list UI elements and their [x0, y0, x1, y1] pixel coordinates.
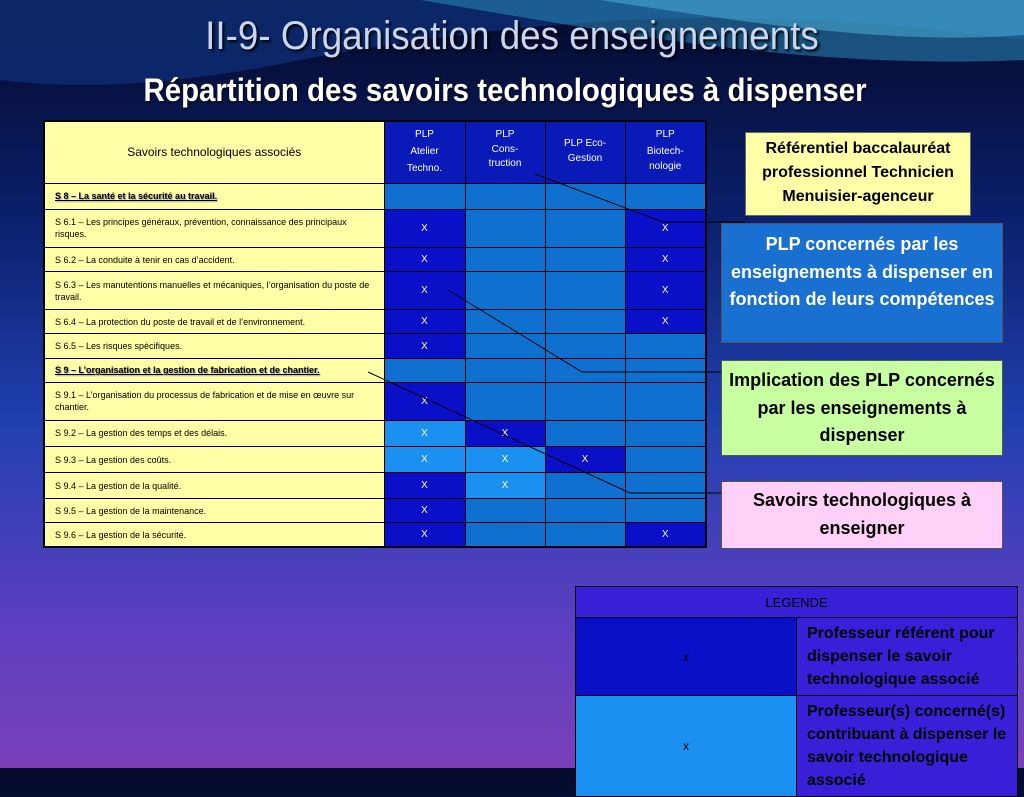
table-cell: [545, 248, 625, 272]
table-cell: [384, 358, 465, 382]
table-cell: [545, 209, 625, 247]
table-cell: [545, 499, 625, 523]
table-cell: X: [384, 209, 465, 247]
header-plp-biotechnologie: PLP Biotech- nologie: [625, 121, 706, 183]
legend-table: [575, 586, 1018, 797]
table-cell: X: [545, 446, 625, 472]
callout-savoirs: Savoirs technologiques à enseigner: [721, 481, 1003, 549]
savoir-label: S 9.4 – La gestion de la qualité.: [44, 473, 384, 499]
table-header-row: [44, 121, 706, 183]
table-row: [44, 183, 706, 209]
legend-title: LEGENDE: [576, 587, 1018, 618]
savoir-label: S 9.5 – La gestion de la maintenance.: [44, 499, 384, 523]
table-row: [44, 310, 706, 334]
section-label: S 9 – L’organisation et la gestion de fabrication et de chantier.: [44, 358, 384, 382]
legend-referent-swatch: x: [576, 618, 797, 696]
table-row: [44, 209, 706, 247]
savoir-label: S 6.5 – Les risques spécifiques.: [44, 334, 384, 358]
table-cell: [465, 272, 545, 310]
table-cell: [465, 523, 545, 547]
table-row: [44, 358, 706, 382]
table-cell: [545, 382, 625, 420]
legend-contributor-swatch: x: [576, 696, 797, 797]
savoirs-table: [43, 120, 707, 548]
table-cell: [465, 499, 545, 523]
table-cell: [545, 272, 625, 310]
savoir-label: S 9.6 – La gestion de la sécurité.: [44, 523, 384, 547]
table-cell: [625, 382, 706, 420]
table-cell: X: [384, 248, 465, 272]
callout-referentiel: Référentiel baccalauréat professionnel Technicien Menuisier-agenceur: [745, 132, 971, 216]
table-cell: X: [384, 272, 465, 310]
table-row: [44, 446, 706, 472]
table-cell: [625, 183, 706, 209]
table-cell: X: [625, 209, 706, 247]
table-row: [44, 523, 706, 547]
table-row: [44, 272, 706, 310]
table-row: [44, 382, 706, 420]
savoir-label: S 6.2 – La conduite à tenir en cas d’accident.: [44, 248, 384, 272]
table-cell: X: [465, 473, 545, 499]
table-cell: [545, 334, 625, 358]
table-cell: [545, 473, 625, 499]
table-cell: [545, 358, 625, 382]
savoir-label: S 6.4 – La protection du poste de travail et de l’environnement.: [44, 310, 384, 334]
savoir-label: S 6.3 – Les manutentions manuelles et mécaniques, l’organisation du poste de travail.: [44, 272, 384, 310]
table-cell: X: [465, 446, 545, 472]
table-cell: [384, 183, 465, 209]
table-cell: X: [384, 523, 465, 547]
savoir-label: S 9.1 – L’organisation du processus de fabrication et de mise en œuvre sur chantier.: [44, 382, 384, 420]
table-row: [44, 473, 706, 499]
table-cell: [625, 473, 706, 499]
table-row: [44, 420, 706, 446]
header-savoirs: Savoirs technologiques associés: [44, 121, 384, 183]
callout-implication: Implication des PLP concernés par les enseignements à dispenser: [721, 360, 1003, 456]
table-cell: X: [384, 420, 465, 446]
page-title: II-9- Organisation des enseignements: [205, 14, 819, 58]
table-cell: [465, 382, 545, 420]
table-row: [44, 248, 706, 272]
table-cell: [625, 358, 706, 382]
table-cell: X: [384, 499, 465, 523]
table-cell: [465, 209, 545, 247]
table-cell: [625, 499, 706, 523]
legend-contributor-text: Professeur(s) concerné(s) contribuant à dispenser le savoir technologique associé: [797, 696, 1018, 797]
savoir-label: S 9.3 – La gestion des coûts.: [44, 446, 384, 472]
table-body: [44, 183, 706, 547]
table-cell: [545, 420, 625, 446]
page-subtitle: Répartition des savoirs technologiques à dispenser: [143, 72, 867, 108]
table-cell: [465, 248, 545, 272]
callout-plp-concernes: PLP concernés par les enseignements à dispenser en fonction de leurs compétences: [721, 223, 1003, 343]
table-cell: [465, 334, 545, 358]
table-cell: [625, 446, 706, 472]
table-cell: X: [465, 420, 545, 446]
header-plp-eco-gestion: PLP Eco- Gestion: [545, 121, 625, 183]
table-cell: [625, 334, 706, 358]
table-cell: X: [384, 473, 465, 499]
table-cell: X: [384, 310, 465, 334]
table-cell: [545, 523, 625, 547]
table-cell: X: [384, 334, 465, 358]
table-cell: [465, 310, 545, 334]
legend-referent-text: Professeur référent pour dispenser le savoir technologique associé: [797, 618, 1018, 696]
table-cell: X: [625, 523, 706, 547]
table-cell: X: [384, 382, 465, 420]
savoir-label: S 6.1 – Les principes généraux, prévention, connaissance des principaux risques.: [44, 209, 384, 247]
table-cell: [545, 310, 625, 334]
header-plp-construction: PLP Cons- truction: [465, 121, 545, 183]
table-cell: [465, 183, 545, 209]
table-row: [44, 499, 706, 523]
table-cell: X: [625, 310, 706, 334]
table-cell: [625, 420, 706, 446]
table-cell: X: [625, 248, 706, 272]
section-label: S 8 – La santé et la sécurité au travail.: [44, 183, 384, 209]
table-row: [44, 334, 706, 358]
table-cell: [545, 183, 625, 209]
savoir-label: S 9.2 – La gestion des temps et des délais.: [44, 420, 384, 446]
table-cell: X: [625, 272, 706, 310]
header-plp-atelier: PLP Atelier Techno.: [384, 121, 465, 183]
table-cell: [465, 358, 545, 382]
table-cell: X: [384, 446, 465, 472]
